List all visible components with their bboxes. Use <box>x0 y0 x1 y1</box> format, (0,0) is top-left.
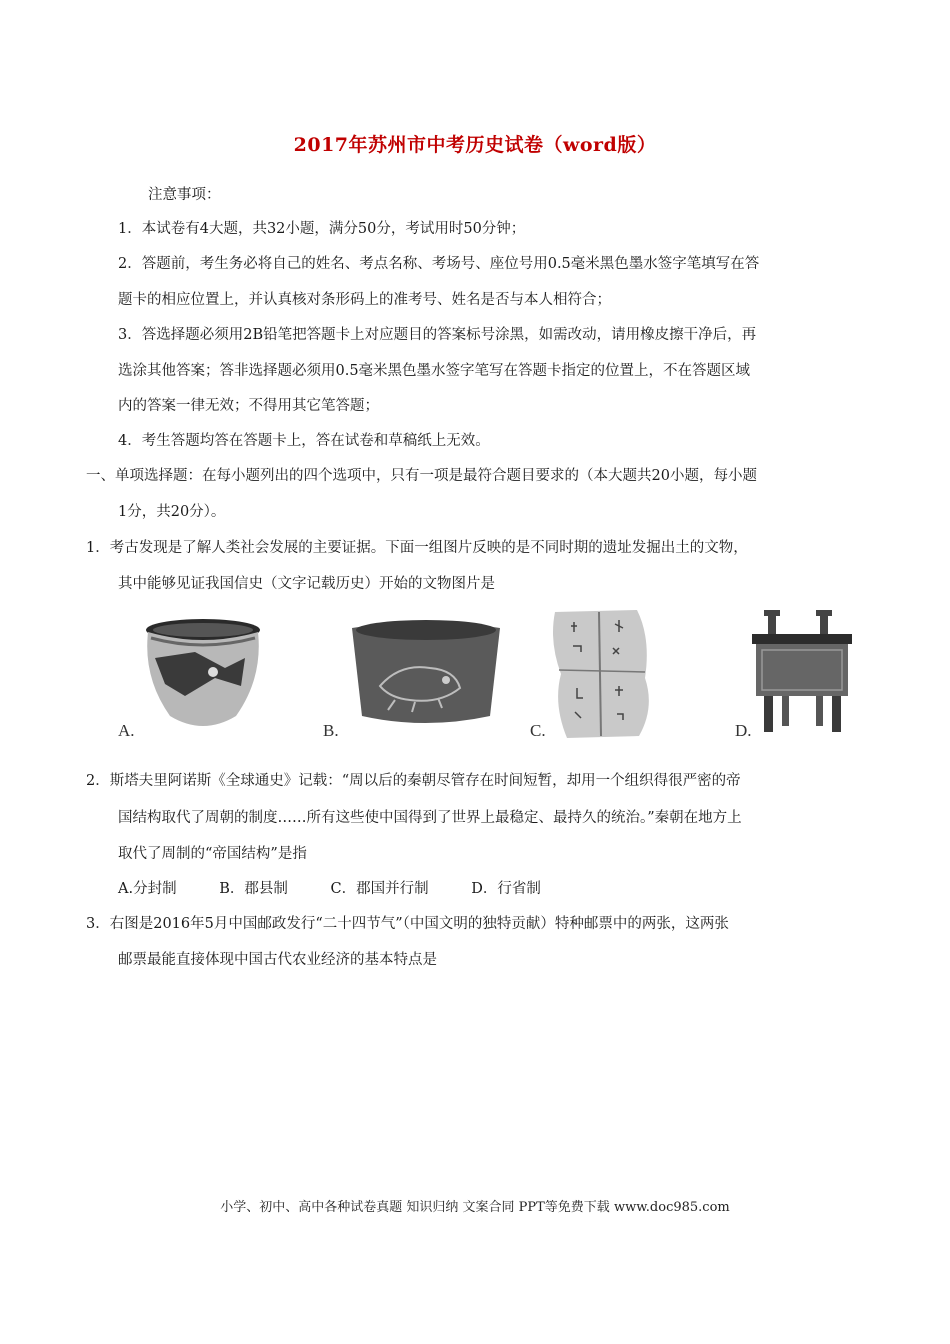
option-d-image <box>730 608 860 743</box>
notice-item-1: 1．本试卷有4大题，共32小题，满分50分，考试用时50分钟； <box>118 221 526 237</box>
bronze-ding-icon <box>730 608 860 743</box>
option-c-image <box>527 608 677 743</box>
option-a-label: A. <box>118 721 135 740</box>
question-3-text: 3．右图是2016年5月中国邮政发行“二十四节气”（中国文明的独特贡献）特种邮票中的两张，这两张 <box>86 916 729 932</box>
option-c: C．郡国并行制 <box>330 881 429 897</box>
option-a-image <box>115 608 315 743</box>
notice-item-3: 3．答选择题必须用2B铅笔把答题卡上对应题目的答案标号涂黑，如需改动，请用橡皮擦干净后，再 <box>118 327 757 343</box>
page-footer: 小学、初中、高中各种试卷真题 知识归纳 文案合同 PPT等免费下载 www.doc985.com <box>220 1200 730 1215</box>
notice-item-4: 4．考生答题均答在答题卡上，答在试卷和草稿纸上无效。 <box>118 433 490 449</box>
question-2-text-cont: 国结构取代了周朝的制度……所有这些使中国得到了世界上最稳定、最持久的统治。”秦朝在地方上 <box>118 810 742 826</box>
oracle-bone-icon <box>527 608 677 743</box>
question-1-images <box>115 608 860 743</box>
option-b: B．郡县制 <box>219 881 288 897</box>
notice-item-3-cont: 选涂其他答案；答非选择题必须用0.5毫米黑色墨水签字笔写在答题卡指定的位置上，不在答题区域 <box>118 363 751 379</box>
option-d-label: D. <box>735 721 752 740</box>
notice-item-2: 2．答题前，考生务必将自己的姓名、考点名称、考场号、座位号用0.5毫米黑色墨水签字笔填写在答 <box>118 256 760 272</box>
notice-item-3-cont2: 内的答案一律无效；不得用其它笔答题； <box>118 398 379 414</box>
question-3-text-cont: 邮票最能直接体现中国古代农业经济的基本特点是 <box>118 952 437 968</box>
option-a: A.分封制 <box>118 881 177 897</box>
section-1-heading: 一、单项选择题：在每小题列出的四个选项中，只有一项是最符合题目要求的（本大题共20小题，每小题 <box>86 468 757 484</box>
question-2-text: 2．斯塔夫里阿诺斯《全球通史》记载：“周以后的秦朝尽管存在时间短暂，却用一个组织得很严密的帝 <box>86 773 741 789</box>
question-2-text-cont2: 取代了周制的“帝国结构”是指 <box>118 846 307 862</box>
notice-item-2-cont: 题卡的相应位置上，并认真核对条形码上的准考号、姓名是否与本人相符合； <box>118 292 611 308</box>
option-b-label: B. <box>323 721 339 740</box>
question-1-text-cont: 其中能够见证我国信史（文字记载历史）开始的文物图片是 <box>118 576 495 592</box>
option-b-image <box>320 608 520 743</box>
question-1-text: 1．考古发现是了解人类社会发展的主要证据。下面一组图片反映的是不同时期的遗址发掘出土的文物， <box>86 540 748 556</box>
option-d: D．行省制 <box>471 881 541 897</box>
carved-stone-vessel-icon <box>320 608 520 743</box>
section-1-heading-cont: 1分，共20分）。 <box>118 504 226 520</box>
painted-pottery-bowl-icon <box>115 608 315 743</box>
page-title: 2017年苏州市中考历史试卷（word版） <box>293 134 657 156</box>
option-c-label: C. <box>530 721 546 740</box>
question-2-options <box>118 877 579 898</box>
notice-heading: 注意事项： <box>148 187 221 203</box>
